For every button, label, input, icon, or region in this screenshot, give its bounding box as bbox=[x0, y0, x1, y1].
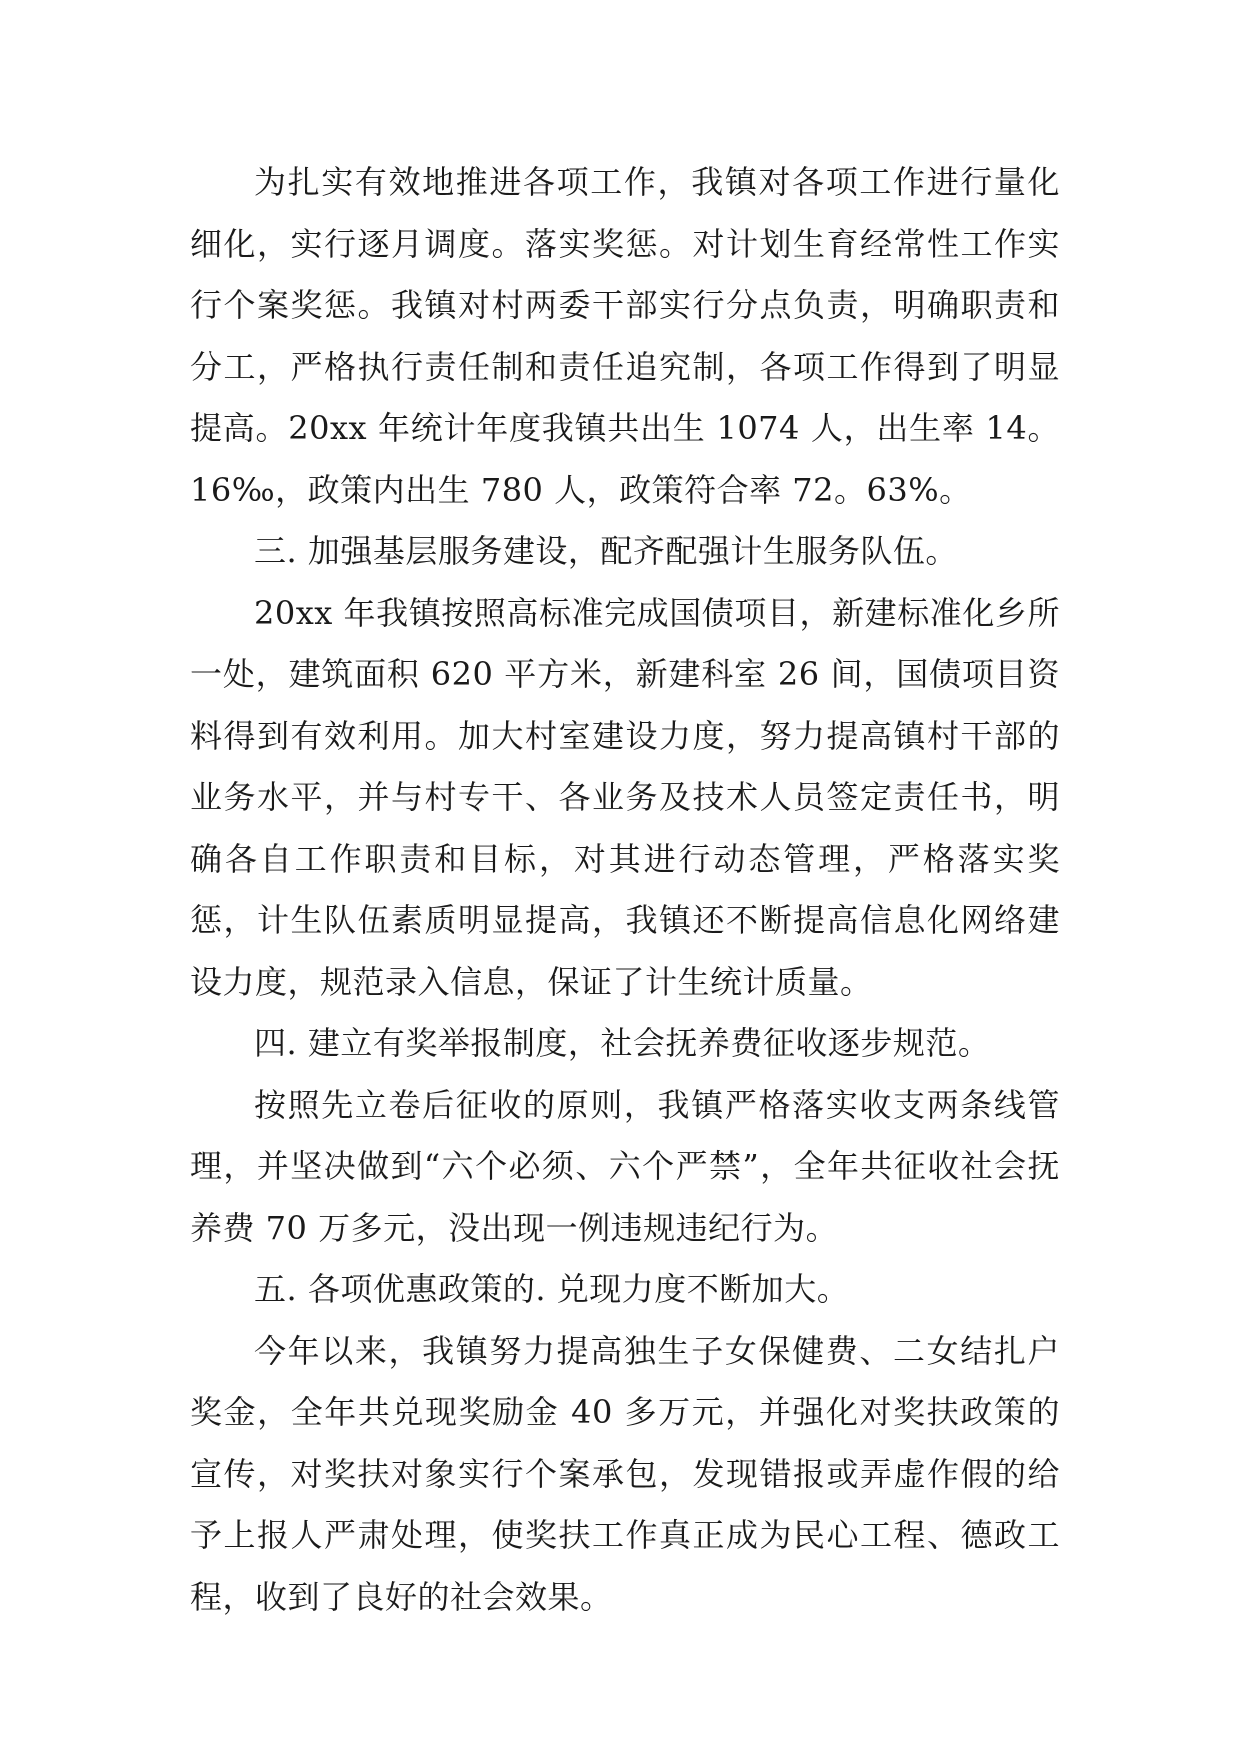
heading-section-four: 四. 建立有奖举报制度，社会抚养费征收逐步规范。 bbox=[254, 1024, 991, 1062]
paragraph-service-construction: 20xx 年我镇按照高标准完成国债项目，新建标准化乡所一处，建筑面积 620 平方米，新建科室 26 间，国债项目资料得到有效利用。加大村室建设力度，努力提高镇村干部的业务水平，并与村专干、各业务及技术人员签定责任书，明确各自工作职责和目标，对其进行动态管理，严格落实奖惩，计生队伍素质明显提高，我镇还不断提高信息化网络建设力度，规范录入信息，保证了计生统计质量。 bbox=[190, 593, 1060, 1001]
heading-section-three: 三. 加强基层服务建设，配齐配强计生服务队伍。 bbox=[254, 532, 958, 570]
paragraph-quantified-management: 为扎实有效地推进各项工作，我镇对各项工作进行量化细化，实行逐月调度。落实奖惩。对计划生育经常性工作实行个案奖惩。我镇对村两委干部实行分点负责，明确职责和分工，严格执行责任制和责任追究制，各项工作得到了明显提高。20xx 年统计年度我镇共出生 1074 人，出生率 14。16‰，政策内出生 780 人，政策符合率 72。63%。 bbox=[190, 163, 1060, 509]
paragraph-preferential-policies: 今年以来，我镇努力提高独生子女保健费、二女结扎户奖金，全年共兑现奖励金 40 多万元，并强化对奖扶政策的宣传，对奖扶对象实行个案承包，发现错报或弄虚作假的给予上报人严肃处理，使奖扶工作真正成为民心工程、德政工程，收到了良好的社会效果。 bbox=[190, 1331, 1060, 1616]
heading-section-five: 五. 各项优惠政策的. 兑现力度不断加大。 bbox=[254, 1270, 850, 1308]
document-body bbox=[190, 152, 1060, 1628]
paragraph-fee-collection: 按照先立卷后征收的原则，我镇严格落实收支两条线管理，并坚决做到“六个必须、六个严禁”，全年共征收社会抚养费 70 万多元，没出现一例违规违纪行为。 bbox=[190, 1085, 1060, 1247]
